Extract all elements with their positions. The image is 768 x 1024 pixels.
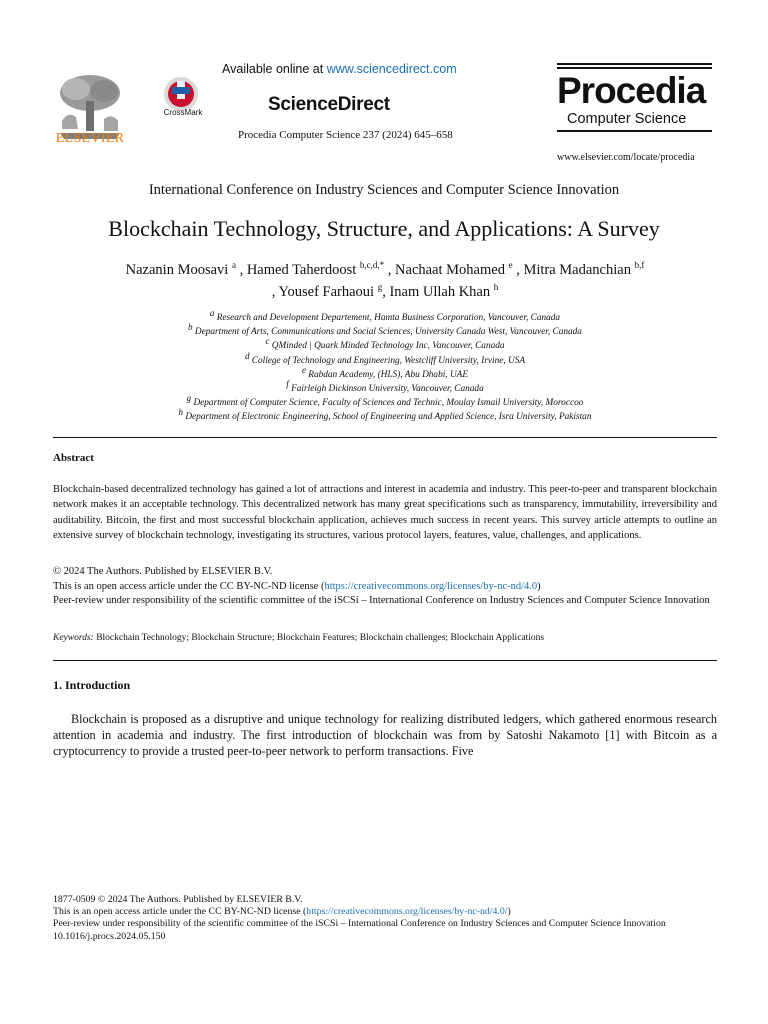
doi-line[interactable]: 10.1016/j.procs.2024.05.150 [53, 930, 166, 942]
affiliation-mark: h [178, 407, 184, 418]
affiliation-mark: g [186, 393, 192, 404]
section-divider [53, 437, 717, 438]
author-list [60, 259, 710, 303]
affiliation-text: Fairleigh Dickinson University, Vancouver, Canada [291, 384, 484, 395]
affiliation-item [60, 322, 710, 339]
keywords-label: Keywords: [53, 633, 94, 643]
license-suffix: ) [537, 580, 541, 592]
introduction-heading: 1. Introduction [53, 678, 131, 692]
author-affiliation-mark: g [377, 282, 383, 293]
peer-review-line: Peer-review under responsibility of the scientific committee of the iSCSi – International Conference on Industry Sciences and Computer Science Innovation [53, 595, 710, 606]
procedia-rule [557, 63, 712, 65]
section-divider [53, 660, 717, 661]
available-prefix: Available online at [222, 62, 327, 76]
author-affiliation-mark: e [508, 260, 513, 271]
affiliation-text: Rabdan Academy, (HLS), Abu Dhabi, UAE [308, 369, 469, 380]
author-affiliation-mark: b,f [634, 260, 645, 271]
procedia-logo [557, 63, 712, 134]
license-line [53, 580, 717, 595]
procedia-title: Procedia [557, 70, 706, 111]
affiliation-mark: f [286, 378, 289, 389]
affiliation-item [60, 393, 710, 410]
author-name: Yousef Farhaoui [278, 284, 375, 300]
author-affiliation-mark: h [493, 282, 499, 293]
affiliation-item [60, 307, 710, 325]
author-separator: , [512, 262, 524, 278]
procedia-url[interactable]: www.elsevier.com/locate/procedia [557, 152, 695, 163]
affiliation-item [60, 350, 710, 368]
affiliation-text: College of Technology and Engineering, Westcliff University, Irvine, USA [251, 355, 526, 366]
author-name: Mitra Madanchian [523, 262, 631, 278]
paper-title: Blockchain Technology, Structure, and Applications: A Survey [108, 216, 660, 241]
author-name: Hamed Taherdoost [246, 262, 357, 278]
available-online-line [222, 62, 457, 76]
author-name: Nachaat Mohamed [395, 262, 505, 278]
author-name: Inam Ullah Khan [389, 284, 491, 300]
author-separator: , [382, 284, 390, 300]
journal-citation: Procedia Computer Science 237 (2024) 645–658 [238, 129, 453, 141]
procedia-rule [557, 130, 712, 132]
sciencedirect-wordmark: ScienceDirect [268, 94, 390, 115]
affiliation-mark: e [301, 364, 306, 375]
affiliation-mark: a [209, 307, 215, 318]
affiliation-mark: c [265, 336, 270, 347]
copyright-block [53, 565, 717, 609]
affiliation-mark: d [244, 350, 250, 361]
keywords-line [53, 633, 717, 643]
author-affiliation-mark: a [231, 260, 236, 271]
footer-peer-review: Peer-review under responsibility of the scientific committee of the iSCSi – International Conference on Industry Sciences and Computer Science Innovation [53, 918, 666, 930]
affiliation-text: Department of Computer Science, Faculty of Sciences and Technic, Moulay Ismail University, Moroccoo [193, 398, 584, 409]
publisher-wordmark: ELSEVIER [55, 131, 125, 146]
affiliation-item [60, 378, 710, 396]
abstract-body: Blockchain-based decentralized technology has gained a lot of attractions and interest in academia and industry. This peer-to-peer and transparent blockchain network makes it an acceptable technology. This decentralized network has many great specifications such as transparency, immutability, irreversibility and auditability. Bitcoin, the first and most successful blockchain application, achieves much success in recent years. This survey article attempts to outline an extensive survey of blockchain technology, investigating its structures, various protocol layers, features, value, challenges, and applications. [53, 484, 717, 541]
affiliation-item [60, 336, 710, 353]
copyright-line: © 2024 The Authors. Published by ELSEVIER B.V. [53, 566, 273, 577]
keywords-text: Blockchain Technology; Blockchain Structure; Blockchain Features; Blockchain challenges; Blockchain Applications [93, 633, 545, 643]
issn-line: 1877-0509 © 2024 The Authors. Published by ELSEVIER B.V. [53, 894, 303, 905]
page-footer [53, 894, 717, 943]
author-separator: , [271, 284, 279, 300]
crossmark-label: CrossMark [163, 108, 203, 117]
affiliation-item [60, 364, 710, 382]
affiliation-list [60, 307, 710, 425]
affiliation-text: QMinded | Quark Minded Technology Inc, Vancouver, Canada [271, 341, 505, 352]
sciencedirect-link[interactable]: www.sciencedirect.com [326, 62, 457, 76]
affiliation-text: Department of Arts, Communications and Social Sciences, University Canada West, Vancouver, Canada [194, 327, 582, 338]
license-suffix: ) [507, 906, 511, 918]
affiliation-item [60, 407, 710, 424]
conference-name: International Conference on Industry Sciences and Computer Science Innovation [148, 182, 620, 198]
affiliation-mark: b [188, 322, 193, 333]
license-prefix: This is an open access article under the CC BY-NC-ND license ( [53, 906, 307, 918]
license-prefix: This is an open access article under the CC BY-NC-ND license ( [53, 580, 325, 592]
author-separator: , [235, 262, 247, 278]
author-name: Nazanin Moosavi [125, 262, 229, 278]
author-separator: , [384, 262, 396, 278]
affiliation-text: Research and Development Departement, Hamta Business Corporation, Vancouver, Canada [216, 313, 561, 323]
introduction-body: Blockchain is proposed as a disruptive and unique technology for realizing distributed ledgers, which gathered enormous research attention in academia and industry. The first introduction of blockchain was from by Satoshi Nakamoto [1] with Bitcoin as a cryptocurrency to provide a trusted peer-to-peer network to perform transactions. Five [53, 712, 717, 758]
affiliation-text: Department of Electronic Engineering, School of Engineering and Applied Science, Isra University, Pakistan [185, 412, 592, 423]
procedia-subtitle: Computer Science [567, 111, 687, 127]
footer-license-link[interactable]: https://creativecommons.org/licenses/by-nc-nd/4.0/ [306, 906, 508, 918]
footer-license-line [53, 906, 717, 918]
license-link[interactable]: https://creativecommons.org/licenses/by-nc-nd/4.0 [324, 580, 538, 592]
procedia-rule [557, 67, 712, 69]
author-affiliation-mark: b,c,d,* [359, 260, 385, 271]
abstract-heading: Abstract [53, 452, 94, 464]
